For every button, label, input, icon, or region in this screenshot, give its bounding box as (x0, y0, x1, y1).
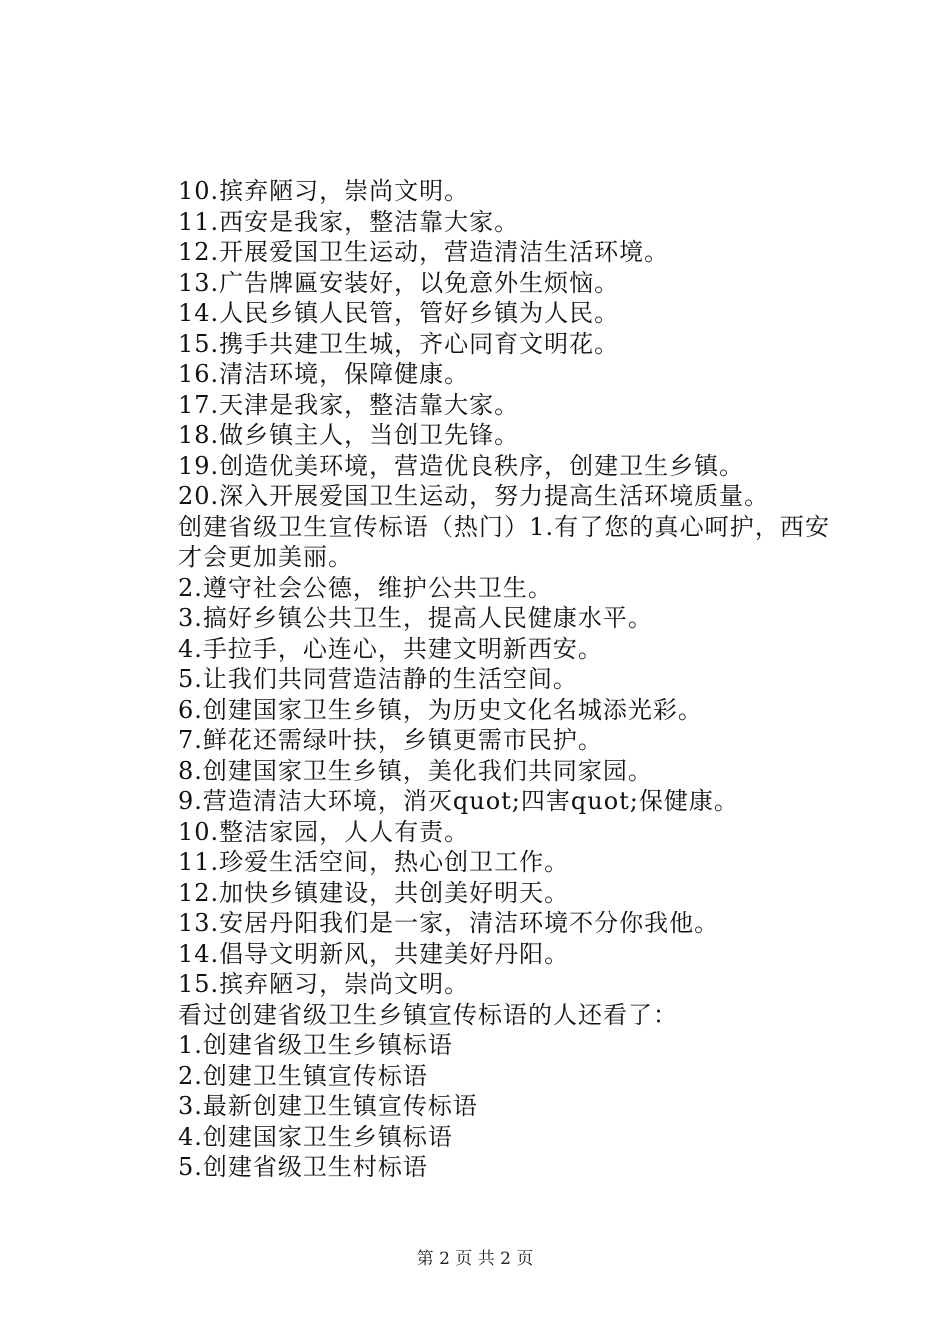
list-item: 16.清洁环境，保障健康。 (178, 360, 470, 388)
slogan-list-2 (130, 573, 830, 1000)
list-item: 14.人民乡镇人民管，管好乡镇为人民。 (178, 299, 620, 327)
related-link[interactable]: 4.创建国家卫生乡镇标语 (178, 1122, 453, 1151)
page-footer: 第 2 页 共 2 页 (416, 1249, 534, 1269)
list-item: 18.做乡镇主人，当创卫先锋。 (178, 421, 520, 449)
list-item: 12.开展爱国卫生运动，营造清洁生活环境。 (178, 238, 670, 266)
list-item: 20.深入开展爱国卫生运动，努力提高生活环境质量。 (178, 482, 770, 510)
list-item: 15.摈弃陋习，崇尚文明。 (178, 970, 470, 998)
list-item: 19.创造优美环境，营造优良秩序，创建卫生乡镇。 (178, 451, 745, 480)
list-item: 17.天津是我家，整洁靠大家。 (178, 390, 520, 419)
related-link[interactable]: 2.创建卫生镇宣传标语 (178, 1061, 428, 1090)
list-item: 4.手拉手，心连心，共建文明新西安。 (178, 634, 603, 663)
document-body (130, 176, 830, 1183)
related-intro: 看过创建省级卫生乡镇宣传标语的人还看了： (178, 1000, 678, 1029)
section-heading-paragraph: 创建省级卫生宣传标语（热门）1.有了您的真心呵护，西安才会更加美丽。 (178, 512, 830, 571)
list-item: 13.安居丹阳我们是一家，清洁环境不分你我他。 (178, 909, 720, 937)
related-link[interactable]: 5.创建省级卫生村标语 (178, 1153, 428, 1181)
list-item: 12.加快乡镇建设，共创美好明天。 (178, 878, 570, 907)
related-list (130, 1030, 830, 1183)
list-item: 9.营造清洁大环境，消灭quot;四害quot;保健康。 (178, 787, 739, 815)
list-item: 11.珍爱生活空间，热心创卫工作。 (178, 848, 570, 876)
list-item: 13.广告牌匾安装好，以免意外生烦恼。 (178, 268, 620, 297)
list-item: 7.鲜花还需绿叶扶，乡镇更需市民护。 (178, 726, 603, 754)
list-item: 8.创建国家卫生乡镇，美化我们共同家园。 (178, 756, 653, 785)
related-link[interactable]: 1.创建省级卫生乡镇标语 (178, 1031, 453, 1059)
list-item: 11.西安是我家，整洁靠大家。 (178, 207, 520, 236)
list-item: 10.摈弃陋习，崇尚文明。 (178, 177, 470, 205)
list-item: 15.携手共建卫生城，齐心同育文明花。 (178, 329, 620, 358)
list-item: 14.倡导文明新风，共建美好丹阳。 (178, 939, 570, 968)
related-link[interactable]: 3.最新创建卫生镇宣传标语 (178, 1092, 478, 1120)
list-item: 2.遵守社会公德，维护公共卫生。 (178, 573, 553, 602)
list-item: 6.创建国家卫生乡镇，为历史文化名城添光彩。 (178, 695, 703, 724)
slogan-list-1 (130, 176, 830, 512)
list-item: 3.搞好乡镇公共卫生，提高人民健康水平。 (178, 604, 653, 632)
list-item: 5.让我们共同营造洁静的生活空间。 (178, 665, 578, 693)
list-item: 10.整洁家园，人人有责。 (178, 817, 470, 846)
